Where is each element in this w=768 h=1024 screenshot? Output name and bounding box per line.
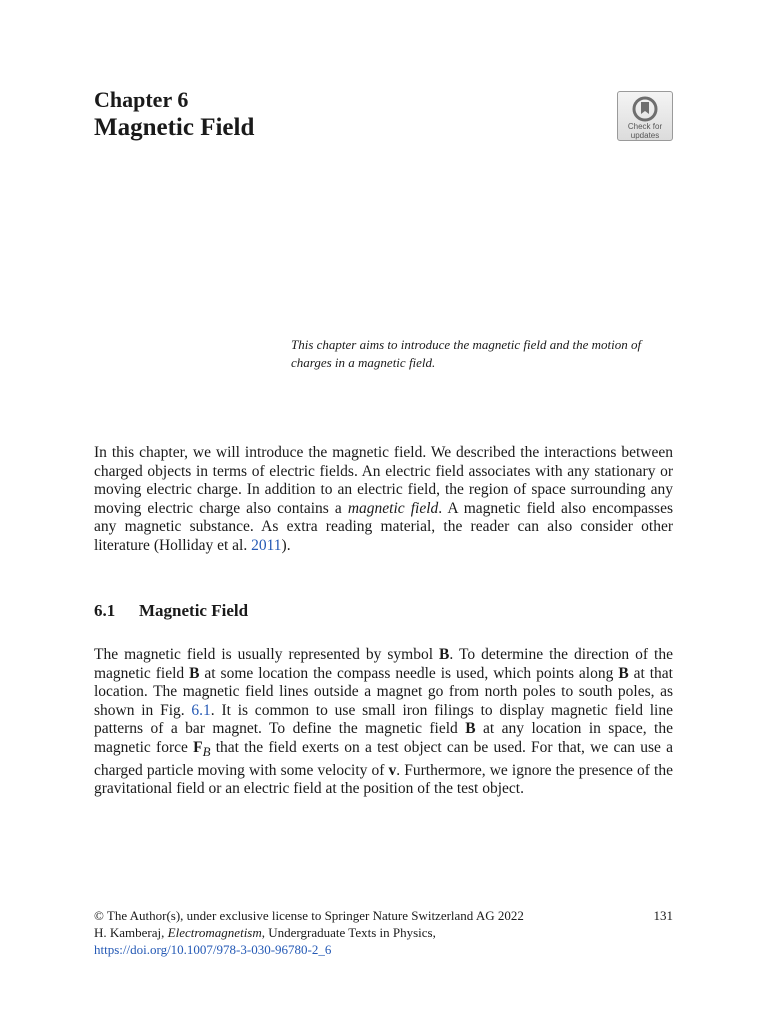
symbol-b: B <box>465 720 476 738</box>
section-text-7: that the field exerts on a test object can be used. For that, we can use a charged particle moving with some velocity of <box>94 738 673 779</box>
series: , Undergraduate Texts in Physics, <box>261 925 436 940</box>
intro-text-2: . A magnetic field also encompasses any magnetic substance. As extra reading material, the reader can also consider other literature (Holliday et al. <box>94 499 673 554</box>
badge-line-2: updates <box>630 131 660 140</box>
author: H. Kamberaj, <box>94 925 168 940</box>
section-title: Magnetic Field <box>139 601 249 620</box>
book-title: Electromagnetism <box>167 925 262 940</box>
chapter-label: Chapter 6 <box>94 87 189 112</box>
intro-text-1: In this chapter, we will introduce the magnetic field. We described the interactions between charged objects in terms of electric fields. An electric field associates with any stationary or moving electric charge. In addition to an electric field, the region of space surrounding any moving electric charge also contains a <box>94 444 673 517</box>
page-footer <box>94 907 673 958</box>
intro-paragraph <box>94 444 673 556</box>
section-heading <box>94 601 248 621</box>
section-paragraph <box>94 646 673 799</box>
section-text-8: . Furthermore, we ignore the presence of the gravitational field or an electric field at the position of the test object. <box>94 761 673 798</box>
doi-link[interactable]: https://doi.org/10.1007/978-3-030-96780-2_6 <box>94 942 332 957</box>
section-text-5: . It is common to use small iron filings to display magnetic field line patterns of a bar magnet. To define the magnetic field <box>94 701 673 738</box>
symbol-f: F <box>193 738 203 756</box>
badge-line-1: Check for <box>627 122 663 131</box>
symbol-v: v <box>388 761 397 779</box>
page-number: 131 <box>653 908 673 923</box>
copyright-notice: © The Author(s), under exclusive license to Springer Nature Switzerland AG 2022 <box>94 908 524 923</box>
symbol-b: B <box>618 664 629 682</box>
intro-emphasis: magnetic field <box>347 499 439 517</box>
section-text-6: at any location in space, the magnetic force <box>94 720 673 756</box>
figure-reference-link[interactable]: 6.1 <box>191 701 211 719</box>
section-number: 6.1 <box>94 601 116 620</box>
symbol-f-subscript: B <box>202 744 211 760</box>
citation-link[interactable]: 2011 <box>251 536 282 554</box>
section-text-2: . To determine the direction of the magnetic field <box>94 646 673 682</box>
section-text-4: at that location. The magnetic field lines outside a magnet go from north poles to south poles, as shown in Fig. <box>94 664 673 719</box>
section-text-1: The magnetic field is usually represented by symbol <box>94 646 440 663</box>
chapter-title: Magnetic Field <box>94 114 255 141</box>
check-for-updates-badge[interactable] <box>617 91 673 141</box>
symbol-b: B <box>439 646 450 663</box>
symbol-b: B <box>189 664 200 682</box>
intro-text-3: ). <box>281 536 291 554</box>
chapter-abstract: This chapter aims to introduce the magnetic field and the motion of charges in a magnetic field. <box>291 337 642 370</box>
section-text-3: at some location the compass needle is used, which points along <box>199 664 619 682</box>
bookmark-ring-icon <box>618 96 672 122</box>
